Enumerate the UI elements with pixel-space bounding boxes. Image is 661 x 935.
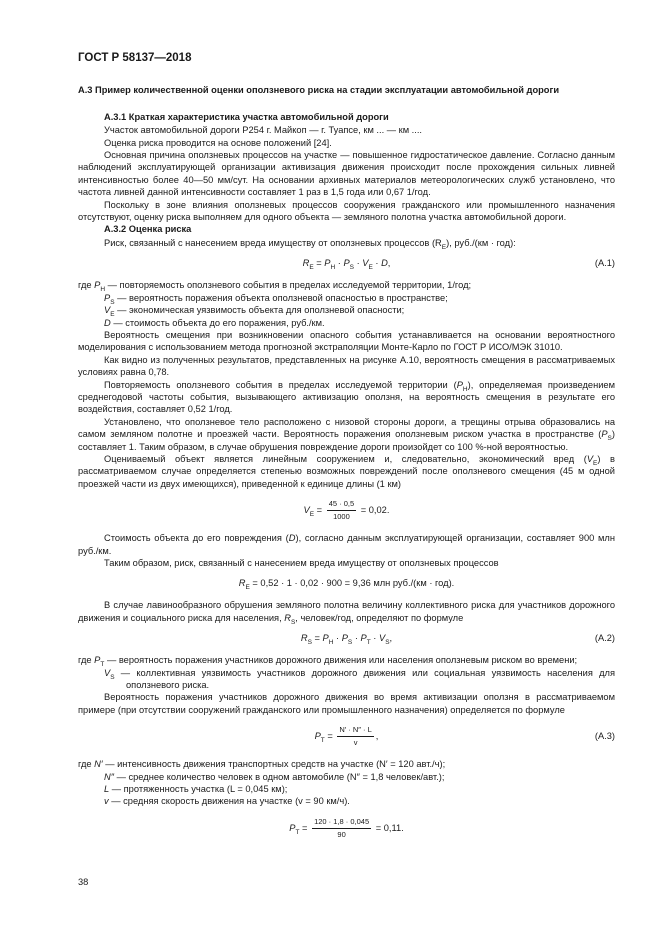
formula-number: (А.1) <box>594 258 615 269</box>
paragraph: Стоимость объекта до его повреждения (D), согласно данным эксплуатирующей организации, составляет 900 млн руб./км. <box>78 533 615 556</box>
standard-header: ГОСТ Р 58137—2018 <box>78 52 192 64</box>
formula-ve: $V_E$ = $\frac{45 \cdot 0,5}{1000}$ = 0,02. <box>303 499 390 522</box>
section-title: А.3 Пример количественной оценки оползневого риска на стадии эксплуатации автомобильной дороги <box>78 85 560 96</box>
variable-definitions-a3: где N′ — интенсивность движения транспортных средств на участке (N′ = 120 авт./ч); N″ — среднее количество человек в одном автомобиле (N″ = 1,8 человек/авт.); L — протяженность участка (L = 0,045 км); v — средняя скорость движения на участке (v = 90 км/ч). <box>78 759 446 807</box>
paragraph: Вероятность смещения при возникновении опасного события устанавливается на основании вероятностного моделирования с использованием метода прогнозной экстраполяции Монте-Карло по ГОСТ Р ИСО/МЭК 31010. <box>78 329 615 353</box>
formula-a1: $R_E = P_H \cdot P_S \cdot V_E \cdot D$, (А.1) <box>302 258 615 272</box>
paragraph: Таким образом, риск, связанный с нанесением вреда имуществу от оползневых процессов <box>104 558 499 568</box>
paragraph: Оцениваемый объект является линейным сооружением и, следовательно, экономический вред $(V_E)$ в рассматриваемом случае определяется степенью возможных повреждений после оползневого смещения (45 м одной проезжей части из двух имеющихся), приведенной к единице длины (1 км) <box>78 453 615 489</box>
paragraph: Вероятность поражения участников дорожного движения во время активизации оползня в рассматриваемом примере (при отсутствии сооружений гражданского или промышленного назначения) определяется по формуле <box>78 692 615 715</box>
subsection-title-a31: А.3.1 Краткая характеристика участка автомобильной дороги <box>104 111 389 122</box>
fraction: $\frac{N' \cdot N'' \cdot L}{v}$ <box>339 725 372 748</box>
paragraph: Риск, связанный с нанесением вреда имуществу от оползневых процессов $(R_E)$, руб./(км · год): <box>104 237 516 251</box>
paragraph: Как видно из полученных результатов, представленных на рисунке А.10, вероятность смещения в рассматриваемых условиях равна 0,78. <box>78 354 615 378</box>
paragraph: Участок автомобильной дороги Р254 г. Майкоп — г. Туапсе, км ... — км .... <box>104 125 423 136</box>
formula-a2: $R_S = P_H \cdot P_S \cdot P_T \cdot V_S$, (А.2) <box>300 633 615 647</box>
page-number: 38 <box>78 877 89 887</box>
paragraph: Установлено, что оползневое тело расположено с низовой стороны дороги, а трещины отрыва образовались на самом земляном полотне и проезжей части. Вероятность поражения оползневым риском участка в пространстве $(P_S)$ составляет 1. Таким образом, в случае обрушения повреждение дороги произойдет со 100 %-ной вероятностью. <box>78 416 615 452</box>
paragraph: Повторяемость оползневого события в пределах исследуемой территории $(P_H)$, определяемая произведением среднегодовой частоты события, вызывающего активизацию оползня, на вероятность смещения в результате его воздействия, составляет 0,52 1/год. <box>78 379 615 415</box>
formula-a3: $P_T$ = $\frac{N' \cdot N'' \cdot L}{v}$ , (А.3) <box>78 723 615 749</box>
formula-number: (А.2) <box>594 633 615 644</box>
formula-number: (А.3) <box>594 731 615 742</box>
formula-re-result: $R_E = 0,52 \cdot 1 \cdot 0,02 \cdot 900 = 9,36$ млн руб./(км · год). <box>238 578 455 592</box>
variable-definitions-a2: где $P_T$ — вероятность поражения участников дорожного движения или населения оползневым риском во времени; $V_S$ — коллективная уязвимость участников дорожного движения или социальная уязвимость населения для оползневого риска. <box>78 655 615 691</box>
fraction: $\frac{120 \cdot 1,8 \cdot 0,045}{90}$ <box>314 816 370 839</box>
fraction: $\frac{45 \cdot 0,5}{1000}$ <box>328 499 355 522</box>
paragraph: В случае лавинообразного обрушения земляного полотна величину коллективного риска для участников дорожного движения и социального риска для населения, $R_S$, человек/год, определяют по формуле <box>78 600 615 626</box>
paragraph: Поскольку в зоне влияния оползневых процессов сооружения гражданского или промышленного назначения отсутствуют, оценку риска выполняем для одного объекта — земляного полотна участка автомобильной дороги. <box>78 199 615 223</box>
paragraph: Оценка риска проводится на основе положений [24]. <box>104 137 332 148</box>
formula-pt-result: $P_T$ = $\frac{120 \cdot 1,8 \cdot 0,045}{90}$ = 0,11. <box>289 816 404 839</box>
paragraph: Основная причина оползневых процессов на участке — повышенное гидростатическое давление. Согласно данным наблюдений эксплуатирующей организации активизация движения происходит после прохождения сильных ливней интенсивностью более 40—50 мм/сут. На основании архивных материалов метеорологических служб установлено, что частота ливней данной интенсивности составляет 1 раз в 1,5 года или 0,67 1/год. <box>78 150 615 198</box>
subsection-title-a32: А.3.2 Оценка риска <box>104 224 192 235</box>
variable-definitions-a1: где $P_H$ — повторяемость оползневого события в пределах исследуемой территории, 1/год; $P_S$ — вероятность поражения объекта оползневой опасностью в пространстве; $V_E$ — экономическая уязвимость объекта для оползневой опасности; D — стоимость объекта до его поражения, руб./км. <box>78 280 472 328</box>
